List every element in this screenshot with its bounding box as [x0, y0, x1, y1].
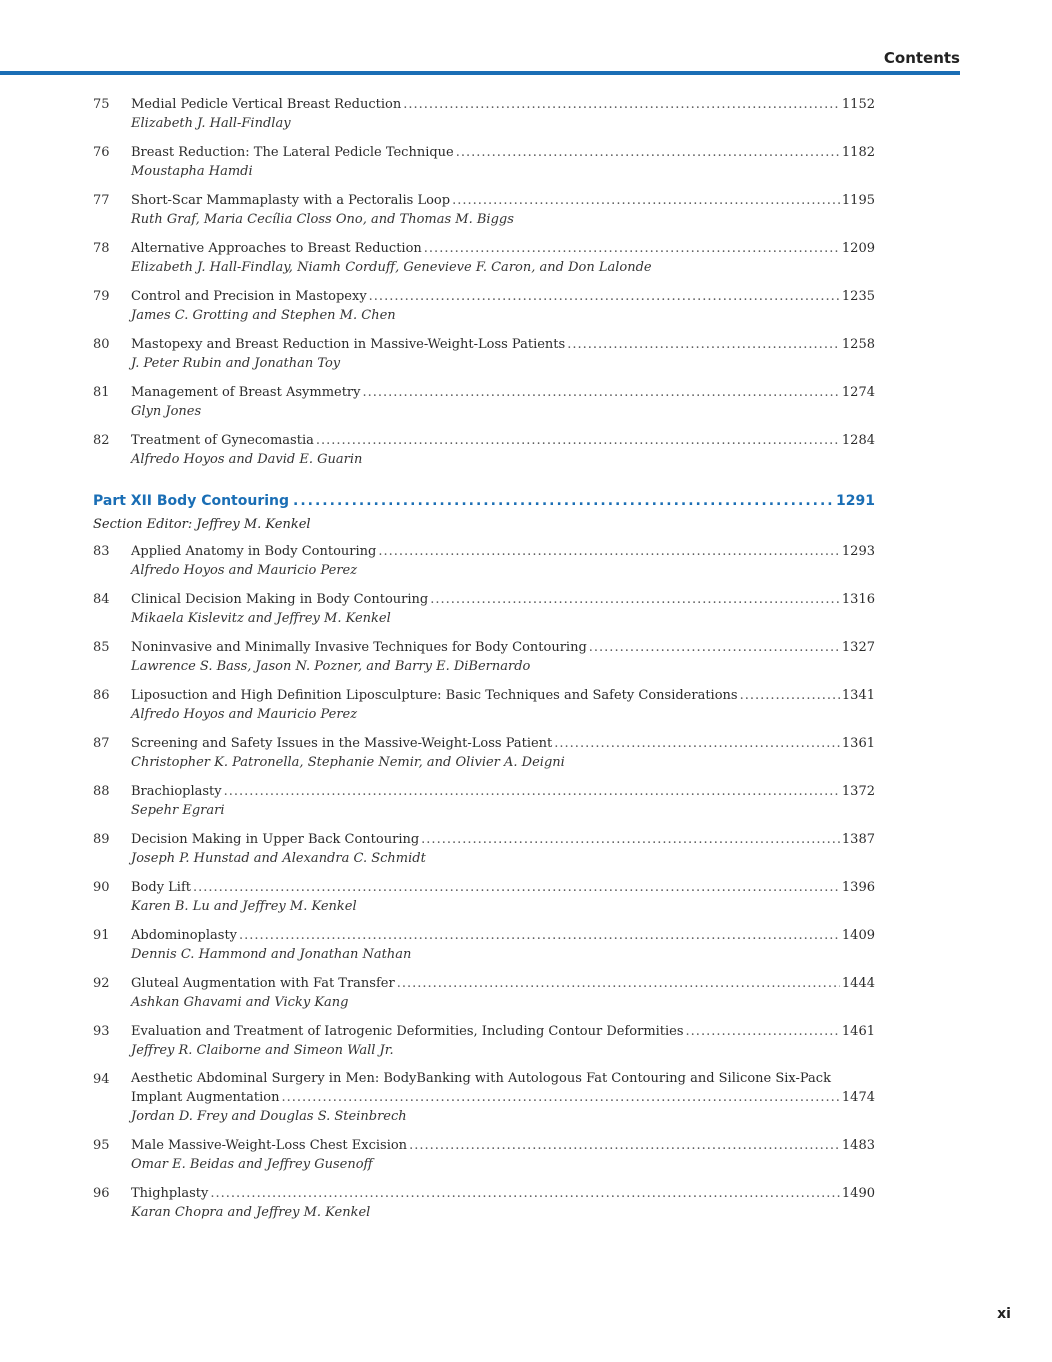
toc-entry[interactable]: [93, 542, 875, 580]
chapter-authors: Sepehr Egrari: [131, 803, 225, 818]
table-of-contents: [93, 95, 875, 1232]
page-number: xi: [997, 1306, 1011, 1322]
chapter-page: 1474: [841, 1090, 875, 1105]
toc-entry[interactable]: [93, 734, 875, 772]
chapter-number: 88: [93, 784, 110, 799]
chapter-authors: Jeffrey R. Claiborne and Simeon Wall Jr.: [131, 1043, 394, 1058]
part-heading[interactable]: [93, 491, 875, 511]
chapter-authors: Karen B. Lu and Jeffrey M. Kenkel: [131, 899, 357, 914]
dot-leader: [193, 878, 840, 897]
chapter-page: 1235: [841, 289, 875, 304]
chapter-title: Brachioplasty: [131, 784, 222, 799]
toc-entry[interactable]: [93, 878, 875, 916]
chapter-authors: Christopher K. Patronella, Stephanie Nemir, and Olivier A. Deigni: [131, 755, 565, 770]
dot-leader: [369, 287, 840, 306]
toc-entry[interactable]: [93, 1070, 875, 1126]
chapter-number: 91: [93, 928, 110, 943]
chapter-title: Body Lift: [131, 880, 192, 895]
chapter-number: 81: [93, 385, 110, 400]
chapter-authors: Alfredo Hoyos and Mauricio Perez: [131, 707, 358, 722]
chapter-number: 84: [93, 592, 110, 607]
chapter-authors: Jordan D. Frey and Douglas S. Steinbrech: [131, 1109, 407, 1124]
dot-leader: [589, 638, 840, 657]
chapter-page: 1195: [841, 193, 875, 208]
dot-leader: [430, 590, 840, 609]
chapter-page: 1341: [841, 688, 875, 703]
dot-leader: [421, 830, 840, 849]
toc-entry[interactable]: [93, 926, 875, 964]
chapter-title: Male Massive-Weight-Loss Chest Excision: [131, 1138, 408, 1153]
toc-entry[interactable]: [93, 239, 875, 277]
chapter-title: Abdominoplasty: [131, 928, 238, 943]
dot-leader: [409, 1136, 840, 1155]
chapter-number: 83: [93, 544, 110, 559]
chapter-title: Breast Reduction: The Lateral Pedicle Technique: [131, 145, 454, 160]
chapter-authors: Ruth Graf, Maria Cecília Closs Ono, and Thomas M. Biggs: [131, 212, 514, 227]
chapter-title: Evaluation and Treatment of Iatrogenic Deformities, Including Contour Deformities: [131, 1024, 684, 1039]
chapter-number: 87: [93, 736, 110, 751]
chapter-number: 95: [93, 1138, 110, 1153]
chapter-title: Noninvasive and Minimally Invasive Techniques for Body Contouring: [131, 640, 587, 655]
chapter-authors: Moustapha Hamdi: [131, 164, 253, 179]
toc-entry[interactable]: [93, 143, 875, 181]
toc-entry[interactable]: [93, 431, 875, 469]
chapter-page: 1461: [841, 1024, 875, 1039]
toc-entry[interactable]: [93, 974, 875, 1012]
dot-leader: [403, 95, 840, 114]
chapter-authors: Omar E. Beidas and Jeffrey Gusenoff: [131, 1157, 373, 1172]
dot-leader: [452, 191, 840, 210]
chapter-title-line1: Aesthetic Abdominal Surgery in Men: BodyBanking with Autologous Fat Contouring and Silicone Six-Pack: [131, 1071, 831, 1086]
chapter-title: Medial Pedicle Vertical Breast Reduction: [131, 97, 402, 112]
dot-leader: [554, 734, 840, 753]
toc-entry[interactable]: [93, 335, 875, 373]
chapter-title: Clinical Decision Making in Body Contouring: [131, 592, 429, 607]
chapter-page: 1316: [841, 592, 875, 607]
chapter-page: 1444: [841, 976, 875, 991]
chapter-page: 1258: [841, 337, 875, 352]
dot-leader: [567, 335, 840, 354]
dot-leader: [224, 782, 840, 801]
chapter-title: Liposuction and High Definition Liposculpture: Basic Techniques and Safety Considerations: [131, 688, 738, 703]
dot-leader: [316, 431, 840, 450]
dot-leader: [397, 974, 840, 993]
chapter-title: Short-Scar Mammaplasty with a Pectoralis Loop: [131, 193, 451, 208]
chapter-authors: Alfredo Hoyos and Mauricio Perez: [131, 563, 358, 578]
chapter-authors: Lawrence S. Bass, Jason N. Pozner, and Barry E. DiBernardo: [131, 659, 531, 674]
chapter-authors: Dennis C. Hammond and Jonathan Nathan: [131, 947, 412, 962]
chapter-page: 1274: [841, 385, 875, 400]
chapter-title: Alternative Approaches to Breast Reduction: [131, 241, 422, 256]
toc-entry[interactable]: [93, 95, 875, 133]
chapter-number: 85: [93, 640, 110, 655]
chapter-page: 1293: [841, 544, 875, 559]
chapter-authors: J. Peter Rubin and Jonathan Toy: [131, 356, 341, 371]
chapter-number: 94: [93, 1072, 110, 1087]
chapter-title: Control and Precision in Mastopexy: [131, 289, 367, 304]
chapter-number: 76: [93, 145, 110, 160]
chapter-page: 1483: [841, 1138, 875, 1153]
chapter-number: 82: [93, 433, 110, 448]
chapter-number: 77: [93, 193, 110, 208]
chapter-title: Screening and Safety Issues in the Massive-Weight-Loss Patient: [131, 736, 553, 751]
chapter-page: 1361: [841, 736, 875, 751]
chapter-authors: Glyn Jones: [131, 404, 202, 419]
chapter-number: 75: [93, 97, 110, 112]
chapter-number: 96: [93, 1186, 110, 1201]
dot-leader: [363, 383, 840, 402]
toc-entry[interactable]: [93, 638, 875, 676]
chapter-page: 1182: [841, 145, 875, 160]
chapter-authors: Mikaela Kislevitz and Jeffrey M. Kenkel: [131, 611, 391, 626]
toc-entry[interactable]: [93, 191, 875, 229]
header-rule: [0, 71, 960, 75]
chapter-page: 1396: [841, 880, 875, 895]
chapter-number: 89: [93, 832, 110, 847]
chapter-page: 1284: [841, 433, 875, 448]
chapter-number: 79: [93, 289, 110, 304]
chapter-page: 1327: [841, 640, 875, 655]
dot-leader: [456, 143, 840, 162]
part-leader: [293, 491, 832, 511]
chapter-page: 1209: [841, 241, 875, 256]
chapter-authors: James C. Grotting and Stephen M. Chen: [131, 308, 396, 323]
dot-leader: [740, 686, 840, 705]
dot-leader: [378, 542, 840, 561]
dot-leader: [281, 1088, 839, 1107]
chapter-authors: Karan Chopra and Jeffrey M. Kenkel: [131, 1205, 371, 1220]
dot-leader: [239, 926, 840, 945]
toc-entry[interactable]: [93, 590, 875, 628]
chapter-title: Thighplasty: [131, 1186, 209, 1201]
chapter-number: 90: [93, 880, 110, 895]
chapter-number: 80: [93, 337, 110, 352]
section-editor: Section Editor: Jeffrey M. Kenkel: [93, 517, 311, 532]
chapter-page: 1409: [841, 928, 875, 943]
entries-group-a: [93, 95, 875, 469]
chapter-page: 1372: [841, 784, 875, 799]
toc-entry[interactable]: [93, 287, 875, 325]
chapter-title: Treatment of Gynecomastia: [131, 433, 314, 448]
toc-entry[interactable]: [93, 1136, 875, 1174]
part-title: Part XII Body Contouring: [93, 493, 290, 509]
toc-entry[interactable]: [93, 686, 875, 724]
chapter-title: Decision Making in Upper Back Contouring: [131, 832, 420, 847]
chapter-title: Applied Anatomy in Body Contouring: [131, 544, 377, 559]
toc-entry[interactable]: [93, 383, 875, 421]
chapter-title: Management of Breast Asymmetry: [131, 385, 361, 400]
chapter-number: 93: [93, 1024, 110, 1039]
chapter-title: Gluteal Augmentation with Fat Transfer: [131, 976, 395, 991]
chapter-title: Mastopexy and Breast Reduction in Massive-Weight-Loss Patients: [131, 337, 566, 352]
chapter-page: 1152: [841, 97, 875, 112]
dot-leader: [686, 1022, 840, 1041]
toc-entry[interactable]: [93, 830, 875, 868]
dot-leader: [424, 239, 840, 258]
chapter-number: 92: [93, 976, 110, 991]
chapter-page: 1490: [841, 1186, 875, 1201]
dot-leader: [210, 1184, 840, 1203]
toc-entry[interactable]: [93, 1022, 875, 1060]
chapter-authors: Elizabeth J. Hall-Findlay: [131, 116, 291, 131]
toc-entry[interactable]: [93, 782, 875, 820]
toc-entry[interactable]: [93, 1184, 875, 1222]
chapter-number: 86: [93, 688, 110, 703]
chapter-page: 1387: [841, 832, 875, 847]
entries-group-b: [93, 542, 875, 1222]
chapter-authors: Joseph P. Hunstad and Alexandra C. Schmidt: [131, 851, 426, 866]
part-page: 1291: [836, 493, 875, 509]
chapter-number: 78: [93, 241, 110, 256]
running-header: Contents: [883, 49, 960, 67]
chapter-title: Implant Augmentation: [131, 1090, 280, 1105]
chapter-authors: Ashkan Ghavami and Vicky Kang: [131, 995, 349, 1010]
chapter-authors: Elizabeth J. Hall-Findlay, Niamh Corduff, Genevieve F. Caron, and Don Lalonde: [131, 260, 652, 275]
chapter-authors: Alfredo Hoyos and David E. Guarin: [131, 452, 363, 467]
